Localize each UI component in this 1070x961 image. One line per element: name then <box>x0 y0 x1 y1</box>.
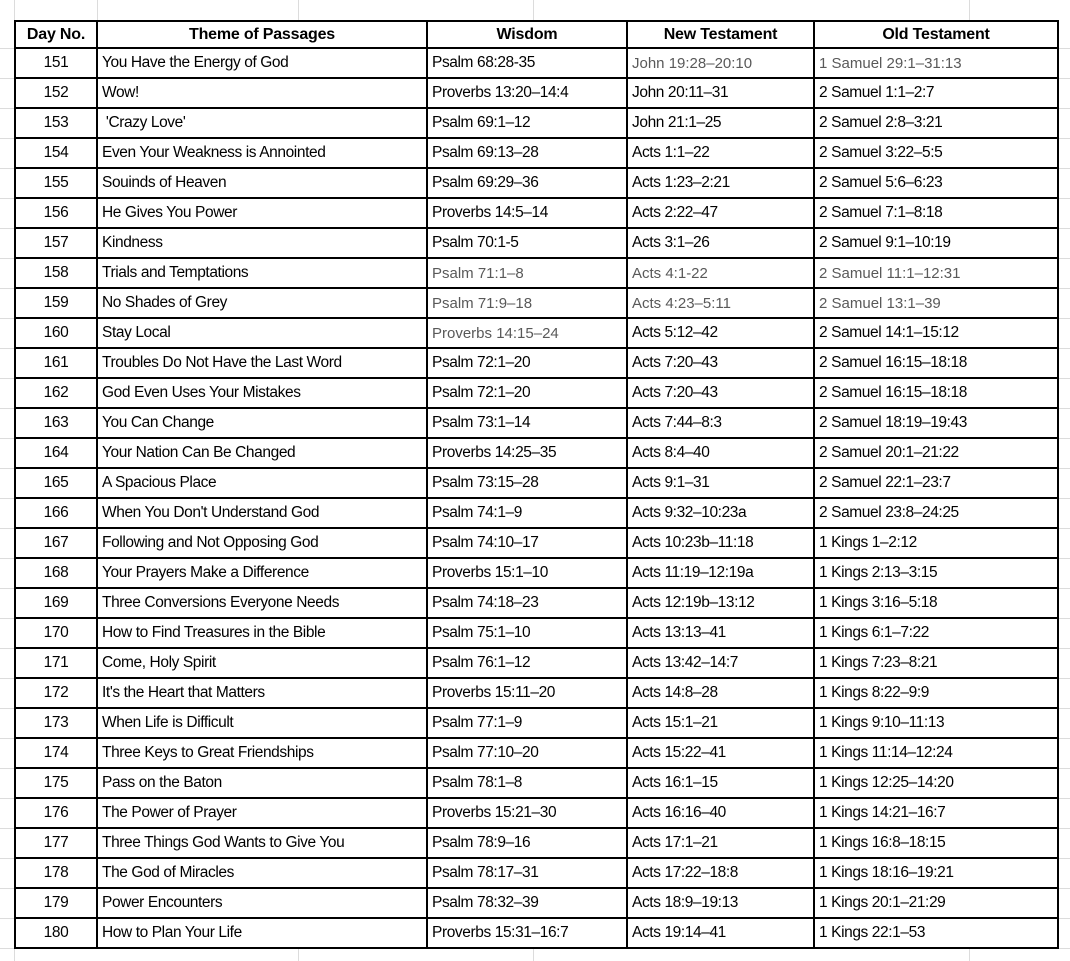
table-cell-day[interactable]: 180 <box>15 918 97 948</box>
table-cell-theme[interactable]: 'Crazy Love' <box>97 108 427 138</box>
table-cell-theme[interactable]: The God of Miracles <box>97 858 427 888</box>
table-cell-theme[interactable]: When Life is Difficult <box>97 708 427 738</box>
table-cell-theme[interactable]: He Gives You Power <box>97 198 427 228</box>
table-cell-nt[interactable]: Acts 19:14–41 <box>627 918 814 948</box>
table-row <box>15 828 1058 858</box>
table-cell-theme[interactable]: Souinds of Heaven <box>97 168 427 198</box>
sheet-gridline <box>298 948 299 961</box>
table-cell-ot[interactable]: 1 Kings 18:16–19:21 <box>814 858 1058 888</box>
table-cell-nt[interactable]: Acts 10:23b–11:18 <box>627 528 814 558</box>
sheet-gridline <box>0 48 14 49</box>
table-cell-wisdom[interactable]: Psalm 68:28-35 <box>427 48 627 78</box>
sheet-gridline <box>0 738 14 739</box>
table-cell-nt[interactable]: Acts 15:22–41 <box>627 738 814 768</box>
table-cell-ot[interactable]: 2 Samuel 11:1–12:31 <box>814 258 1058 288</box>
sheet-gridline <box>0 618 14 619</box>
sheet-gridline <box>0 168 14 169</box>
table-cell-ot[interactable]: 2 Samuel 5:6–6:23 <box>814 168 1058 198</box>
sheet-gridline <box>0 798 14 799</box>
table-cell-day[interactable]: 173 <box>15 708 97 738</box>
sheet-gridline <box>0 858 14 859</box>
table-row <box>15 138 1058 168</box>
table-cell-wisdom[interactable]: Psalm 78:1–8 <box>427 768 627 798</box>
sheet-gridline <box>0 348 14 349</box>
table-cell-day[interactable]: 158 <box>15 258 97 288</box>
table-cell-wisdom[interactable]: Psalm 71:9–18 <box>427 288 627 318</box>
table-cell-wisdom[interactable]: Proverbs 13:20–14:4 <box>427 78 627 108</box>
table-cell-theme[interactable]: Kindness <box>97 228 427 258</box>
table-cell-theme[interactable]: Power Encounters <box>97 888 427 918</box>
table-cell-ot[interactable]: 2 Samuel 1:1–2:7 <box>814 78 1058 108</box>
table-row <box>15 888 1058 918</box>
table-cell-day[interactable]: 153 <box>15 108 97 138</box>
table-row <box>15 918 1058 948</box>
table-cell-ot[interactable]: 2 Samuel 13:1–39 <box>814 288 1058 318</box>
sheet-gridline <box>0 408 14 409</box>
table-cell-theme[interactable]: Troubles Do Not Have the Last Word <box>97 348 427 378</box>
table-cell-ot[interactable]: 1 Kings 12:25–14:20 <box>814 768 1058 798</box>
table-row <box>15 78 1058 108</box>
table-cell-ot[interactable]: 1 Kings 3:16–5:18 <box>814 588 1058 618</box>
sheet-gridline <box>969 0 970 20</box>
table-cell-wisdom[interactable]: Psalm 76:1–12 <box>427 648 627 678</box>
table-cell-day[interactable]: 175 <box>15 768 97 798</box>
table-cell-theme[interactable]: Even Your Weakness is Annointed <box>97 138 427 168</box>
table-cell-wisdom[interactable]: Proverbs 15:11–20 <box>427 678 627 708</box>
table-cell-ot[interactable]: 2 Samuel 18:19–19:43 <box>814 408 1058 438</box>
table-cell-wisdom[interactable]: Psalm 73:15–28 <box>427 468 627 498</box>
table-row <box>15 108 1058 138</box>
header-row <box>15 21 1058 48</box>
table-row <box>15 558 1058 588</box>
sheet-gridline <box>0 648 14 649</box>
table-row <box>15 738 1058 768</box>
table-row <box>15 408 1058 438</box>
sheet-gridline <box>0 588 14 589</box>
table-cell-ot[interactable]: 1 Kings 8:22–9:9 <box>814 678 1058 708</box>
table-row <box>15 288 1058 318</box>
table-cell-ot[interactable]: 2 Samuel 16:15–18:18 <box>814 378 1058 408</box>
table-cell-ot[interactable]: 2 Samuel 9:1–10:19 <box>814 228 1058 258</box>
table-cell-day[interactable]: 172 <box>15 678 97 708</box>
table-cell-wisdom[interactable]: Proverbs 15:1–10 <box>427 558 627 588</box>
table-cell-wisdom[interactable]: Psalm 78:32–39 <box>427 888 627 918</box>
table-cell-theme[interactable]: It's the Heart that Matters <box>97 678 427 708</box>
sheet-gridline <box>533 948 534 961</box>
table-row <box>15 498 1058 528</box>
table-row <box>15 858 1058 888</box>
table-cell-nt[interactable]: Acts 7:20–43 <box>627 348 814 378</box>
table-cell-theme[interactable]: You Have the Energy of God <box>97 48 427 78</box>
table-row <box>15 528 1058 558</box>
sheet-gridline <box>0 228 14 229</box>
table-cell-day[interactable]: 163 <box>15 408 97 438</box>
table-cell-nt[interactable]: Acts 1:1–22 <box>627 138 814 168</box>
table-cell-wisdom[interactable]: Psalm 70:1-5 <box>427 228 627 258</box>
sheet-gridline <box>533 0 534 20</box>
sheet-gridline <box>0 948 14 949</box>
table-cell-theme[interactable]: A Spacious Place <box>97 468 427 498</box>
table-cell-theme[interactable]: How to Plan Your Life <box>97 918 427 948</box>
table-cell-ot[interactable]: 1 Kings 22:1–53 <box>814 918 1058 948</box>
table-row <box>15 708 1058 738</box>
table-cell-theme[interactable]: Wow! <box>97 78 427 108</box>
table-cell-nt[interactable]: Acts 4:1-22 <box>627 258 814 288</box>
table-row <box>15 48 1058 78</box>
table-cell-ot[interactable]: 1 Kings 6:1–7:22 <box>814 618 1058 648</box>
table-cell-theme[interactable]: Stay Local <box>97 318 427 348</box>
table-cell-wisdom[interactable]: Proverbs 15:21–30 <box>427 798 627 828</box>
table-row <box>15 798 1058 828</box>
table-cell-ot[interactable]: 1 Kings 2:13–3:15 <box>814 558 1058 588</box>
column-header-nt[interactable]: New Testament <box>627 21 814 48</box>
table-cell-day[interactable]: 152 <box>15 78 97 108</box>
table-row <box>15 768 1058 798</box>
table-cell-theme[interactable]: No Shades of Grey <box>97 288 427 318</box>
table-cell-nt[interactable]: Acts 12:19b–13:12 <box>627 588 814 618</box>
sheet-gridline <box>969 948 970 961</box>
table-cell-day[interactable]: 156 <box>15 198 97 228</box>
table-cell-wisdom[interactable]: Psalm 71:1–8 <box>427 258 627 288</box>
table-cell-ot[interactable]: 2 Samuel 22:1–23:7 <box>814 468 1058 498</box>
table-row <box>15 348 1058 378</box>
table-cell-theme[interactable]: When You Don't Understand God <box>97 498 427 528</box>
table-cell-nt[interactable]: Acts 18:9–19:13 <box>627 888 814 918</box>
sheet-gridline <box>0 438 14 439</box>
table-row <box>15 228 1058 258</box>
table-cell-wisdom[interactable]: Psalm 69:13–28 <box>427 138 627 168</box>
table-cell-wisdom[interactable]: Proverbs 14:15–24 <box>427 318 627 348</box>
table-cell-nt[interactable]: Acts 11:19–12:19a <box>627 558 814 588</box>
table-cell-ot[interactable]: 2 Samuel 20:1–21:22 <box>814 438 1058 468</box>
table-cell-nt[interactable]: Acts 13:42–14:7 <box>627 648 814 678</box>
table-cell-day[interactable]: 165 <box>15 468 97 498</box>
table-row <box>15 618 1058 648</box>
sheet-gridline <box>0 768 14 769</box>
table-cell-ot[interactable]: 1 Kings 14:21–16:7 <box>814 798 1058 828</box>
table-cell-wisdom[interactable]: Proverbs 15:31–16:7 <box>427 918 627 948</box>
column-header-wisdom[interactable]: Wisdom <box>427 21 627 48</box>
table-cell-ot[interactable]: 1 Samuel 29:1–31:13 <box>814 48 1058 78</box>
table-cell-wisdom[interactable]: Proverbs 14:25–35 <box>427 438 627 468</box>
table-cell-day[interactable]: 171 <box>15 648 97 678</box>
table-cell-ot[interactable]: 1 Kings 1–2:12 <box>814 528 1058 558</box>
table-row <box>15 258 1058 288</box>
table-cell-theme[interactable]: Trials and Temptations <box>97 258 427 288</box>
table-cell-ot[interactable]: 2 Samuel 23:8–24:25 <box>814 498 1058 528</box>
table-cell-day[interactable]: 177 <box>15 828 97 858</box>
table-cell-wisdom[interactable]: Psalm 69:1–12 <box>427 108 627 138</box>
table-cell-day[interactable]: 167 <box>15 528 97 558</box>
table-cell-wisdom[interactable]: Psalm 77:1–9 <box>427 708 627 738</box>
table-cell-nt[interactable]: Acts 3:1–26 <box>627 228 814 258</box>
sheet-gridline <box>0 528 14 529</box>
table-cell-wisdom[interactable]: Psalm 75:1–10 <box>427 618 627 648</box>
table-cell-day[interactable]: 176 <box>15 798 97 828</box>
table-cell-ot[interactable]: 2 Samuel 7:1–8:18 <box>814 198 1058 228</box>
table-cell-theme[interactable]: Three Things God Wants to Give You <box>97 828 427 858</box>
sheet-gridline <box>0 288 14 289</box>
table-cell-wisdom[interactable]: Proverbs 14:5–14 <box>427 198 627 228</box>
table-row <box>15 168 1058 198</box>
table-row <box>15 468 1058 498</box>
sheet-gridline <box>0 78 14 79</box>
sheet-gridline <box>0 468 14 469</box>
table-cell-ot[interactable]: 2 Samuel 3:22–5:5 <box>814 138 1058 168</box>
table-cell-nt[interactable]: John 19:28–20:10 <box>627 48 814 78</box>
table-cell-nt[interactable]: Acts 5:12–42 <box>627 318 814 348</box>
table-cell-theme[interactable]: Your Nation Can Be Changed <box>97 438 427 468</box>
sheet-gridline <box>14 948 15 961</box>
sheet-gridline <box>0 498 14 499</box>
table-cell-theme[interactable]: Come, Holy Spirit <box>97 648 427 678</box>
sheet-gridline <box>14 0 15 20</box>
table-cell-nt[interactable]: Acts 9:1–31 <box>627 468 814 498</box>
table-cell-wisdom[interactable]: Psalm 72:1–20 <box>427 378 627 408</box>
table-cell-day[interactable]: 178 <box>15 858 97 888</box>
sheet-gridline <box>0 828 14 829</box>
table-cell-wisdom[interactable]: Psalm 77:10–20 <box>427 738 627 768</box>
table-cell-nt[interactable]: Acts 1:23–2:21 <box>627 168 814 198</box>
table-cell-nt[interactable]: Acts 9:32–10:23a <box>627 498 814 528</box>
table-cell-day[interactable]: 155 <box>15 168 97 198</box>
table-row <box>15 438 1058 468</box>
sheet-gridline <box>0 708 14 709</box>
table-cell-wisdom[interactable]: Psalm 74:10–17 <box>427 528 627 558</box>
table-cell-theme[interactable]: God Even Uses Your Mistakes <box>97 378 427 408</box>
table-cell-wisdom[interactable]: Psalm 69:29–36 <box>427 168 627 198</box>
reading-plan-table <box>14 20 1059 949</box>
table-cell-theme[interactable]: How to Find Treasures in the Bible <box>97 618 427 648</box>
table-cell-nt[interactable]: Acts 15:1–21 <box>627 708 814 738</box>
table-cell-nt[interactable]: Acts 2:22–47 <box>627 198 814 228</box>
table-row <box>15 318 1058 348</box>
table-cell-nt[interactable]: John 20:11–31 <box>627 78 814 108</box>
table-cell-ot[interactable]: 1 Kings 16:8–18:15 <box>814 828 1058 858</box>
table-cell-nt[interactable]: Acts 17:1–21 <box>627 828 814 858</box>
sheet-gridline <box>0 558 14 559</box>
table-cell-day[interactable]: 174 <box>15 738 97 768</box>
table-cell-nt[interactable]: Acts 17:22–18:8 <box>627 858 814 888</box>
sheet-gridline <box>0 678 14 679</box>
table-cell-nt[interactable]: Acts 7:20–43 <box>627 378 814 408</box>
sheet-gridline <box>298 0 299 20</box>
sheet-gridline <box>0 108 14 109</box>
table-cell-theme[interactable]: Three Conversions Everyone Needs <box>97 588 427 618</box>
table-cell-theme[interactable]: Three Keys to Great Friendships <box>97 738 427 768</box>
table-row <box>15 678 1058 708</box>
table-cell-day[interactable]: 154 <box>15 138 97 168</box>
sheet-gridline <box>0 138 14 139</box>
table-cell-day[interactable]: 160 <box>15 318 97 348</box>
table-cell-day[interactable]: 161 <box>15 348 97 378</box>
table-cell-wisdom[interactable]: Psalm 73:1–14 <box>427 408 627 438</box>
table-cell-ot[interactable]: 2 Samuel 16:15–18:18 <box>814 348 1058 378</box>
sheet-gridline <box>0 258 14 259</box>
table-cell-day[interactable]: 159 <box>15 288 97 318</box>
table-cell-ot[interactable]: 1 Kings 20:1–21:29 <box>814 888 1058 918</box>
table-cell-theme[interactable]: Following and Not Opposing God <box>97 528 427 558</box>
sheet-gridline <box>0 378 14 379</box>
table-cell-ot[interactable]: 1 Kings 7:23–8:21 <box>814 648 1058 678</box>
table-cell-wisdom[interactable]: Psalm 78:17–31 <box>427 858 627 888</box>
column-header-day[interactable]: Day No. <box>15 21 97 48</box>
table-cell-nt[interactable]: Acts 4:23–5:11 <box>627 288 814 318</box>
table-cell-wisdom[interactable]: Psalm 74:18–23 <box>427 588 627 618</box>
table-row <box>15 198 1058 228</box>
table-cell-day[interactable]: 166 <box>15 498 97 528</box>
column-header-theme[interactable]: Theme of Passages <box>97 21 427 48</box>
sheet-gridline <box>0 918 14 919</box>
table-cell-day[interactable]: 151 <box>15 48 97 78</box>
table-cell-day[interactable]: 168 <box>15 558 97 588</box>
table-cell-wisdom[interactable]: Psalm 72:1–20 <box>427 348 627 378</box>
table-cell-day[interactable]: 162 <box>15 378 97 408</box>
table-row <box>15 648 1058 678</box>
table-cell-ot[interactable]: 2 Samuel 2:8–3:21 <box>814 108 1058 138</box>
sheet-gridline <box>0 198 14 199</box>
table-cell-wisdom[interactable]: Psalm 74:1–9 <box>427 498 627 528</box>
table-cell-nt[interactable]: Acts 13:13–41 <box>627 618 814 648</box>
table-cell-nt[interactable]: Acts 14:8–28 <box>627 678 814 708</box>
table-cell-day[interactable]: 169 <box>15 588 97 618</box>
column-header-ot[interactable]: Old Testament <box>814 21 1058 48</box>
sheet-gridline <box>0 318 14 319</box>
table-cell-day[interactable]: 179 <box>15 888 97 918</box>
table-cell-day[interactable]: 164 <box>15 438 97 468</box>
table-cell-nt[interactable]: Acts 7:44–8:3 <box>627 408 814 438</box>
table-cell-ot[interactable]: 1 Kings 11:14–12:24 <box>814 738 1058 768</box>
table-cell-ot[interactable]: 2 Samuel 14:1–15:12 <box>814 318 1058 348</box>
table-cell-theme[interactable]: Your Prayers Make a Difference <box>97 558 427 588</box>
table-cell-nt[interactable]: Acts 8:4–40 <box>627 438 814 468</box>
sheet-gridline <box>97 0 98 20</box>
table-cell-ot[interactable]: 1 Kings 9:10–11:13 <box>814 708 1058 738</box>
table-row <box>15 588 1058 618</box>
table-cell-theme[interactable]: You Can Change <box>97 408 427 438</box>
table-cell-nt[interactable]: Acts 16:1–15 <box>627 768 814 798</box>
table-row <box>15 378 1058 408</box>
table-cell-theme[interactable]: The Power of Prayer <box>97 798 427 828</box>
sheet-gridline <box>0 888 14 889</box>
table-cell-wisdom[interactable]: Psalm 78:9–16 <box>427 828 627 858</box>
table-cell-nt[interactable]: John 21:1–25 <box>627 108 814 138</box>
table-cell-day[interactable]: 157 <box>15 228 97 258</box>
table-cell-theme[interactable]: Pass on the Baton <box>97 768 427 798</box>
table-cell-day[interactable]: 170 <box>15 618 97 648</box>
table-cell-nt[interactable]: Acts 16:16–40 <box>627 798 814 828</box>
